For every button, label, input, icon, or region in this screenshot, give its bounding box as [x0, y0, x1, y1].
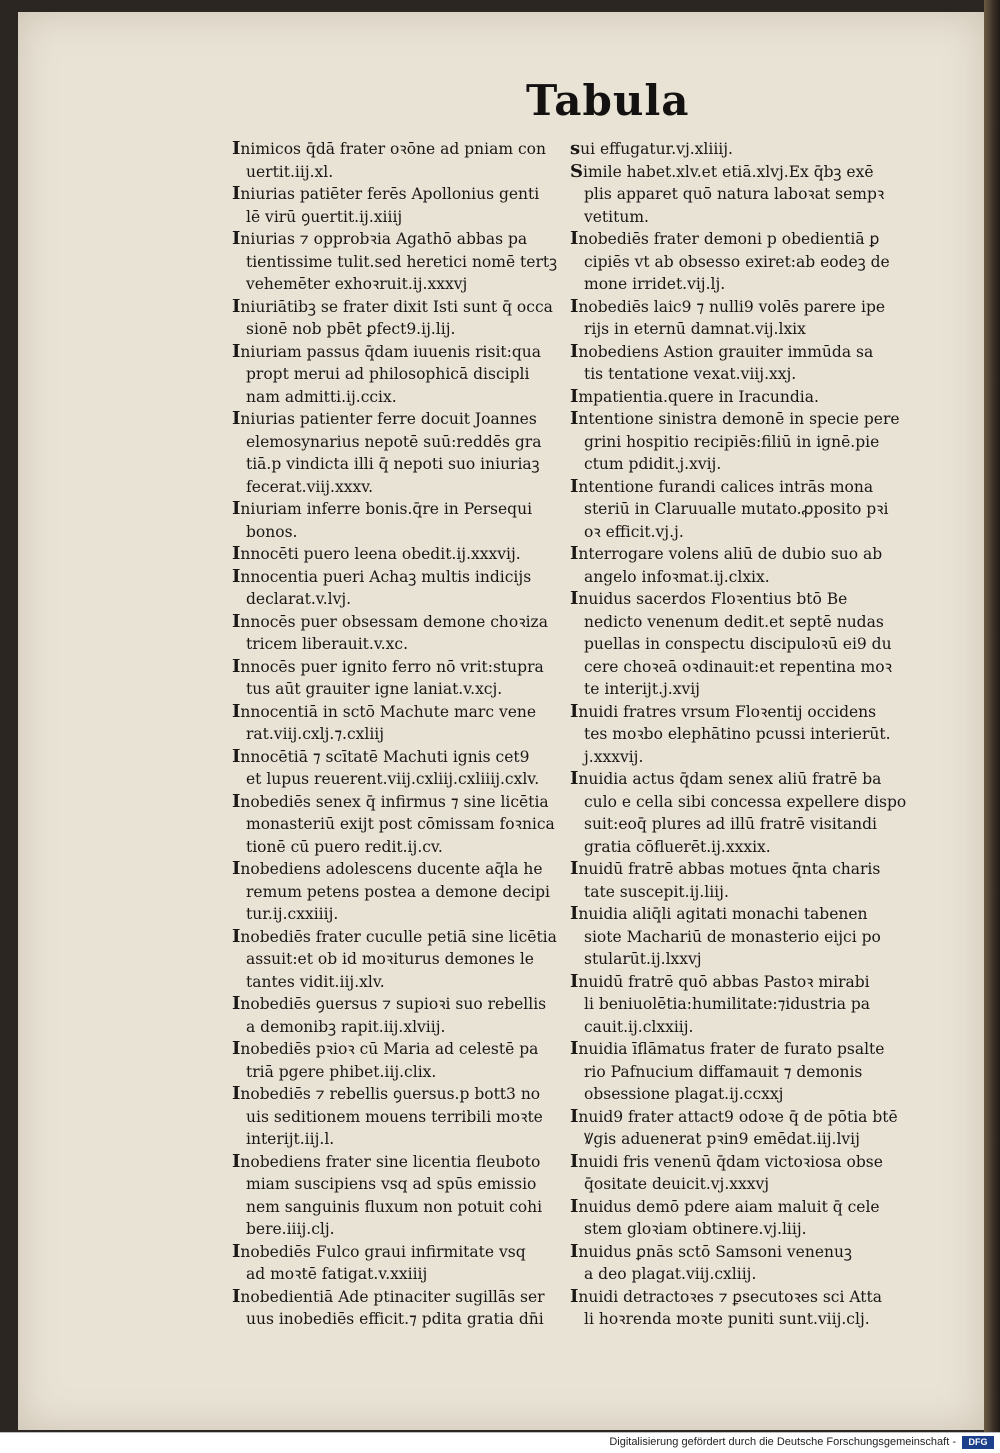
entry-continuation-line: bonos.	[246, 522, 298, 541]
index-entry	[570, 408, 900, 476]
entry-continuation-line: sionē nob pbēt ꝑfect9.ij.lij.	[246, 320, 456, 338]
entry-continuation-line: nam admitti.ij.ccix.	[246, 387, 397, 406]
entry-heading-line: Inobediēs ⁊ rebellis ꝯuersus.p bott3 no	[232, 1083, 541, 1104]
entry-continuation-line: tiā.p vindicta illi q̄ nepoti suo iniuriaꝫ	[246, 455, 540, 473]
index-entry	[570, 588, 900, 701]
entry-heading-line: Inobediēs Fulco graui infirmitate vsq	[232, 1240, 526, 1262]
entry-continuation-line: angelo infoꝛmat.ij.clxix.	[584, 567, 770, 586]
index-entry	[232, 746, 562, 791]
entry-heading-line: Inobediens Astion grauiter immūda sa	[570, 340, 874, 362]
index-entry	[570, 1196, 900, 1241]
index-entry	[232, 183, 562, 228]
entry-heading-line: Inuidi fris venenū q̄dam victoꝛiosa obse	[570, 1150, 883, 1172]
entry-heading-line: Inuid9 frater attact9 odoꝛe q̄ de pōtia btē	[570, 1105, 898, 1127]
index-entry	[232, 656, 562, 701]
index-entry	[232, 543, 562, 566]
entry-continuation-line: nem sanguinis fluxum non potuit cohi	[246, 1197, 543, 1216]
entry-heading-line: sui effugatur.vj.xliiij.	[570, 138, 733, 159]
entry-continuation-line: tientissime tulit.sed heretici nomē tertꝫ	[246, 252, 558, 271]
entry-continuation-line: mone irridet.vij.lj.	[584, 275, 726, 293]
entry-continuation-line: oꝛ efficit.vj.j.	[584, 522, 684, 541]
entry-continuation-line: Ꝟgis aduenerat pꝛin9 emēdat.iij.lvij	[584, 1130, 860, 1148]
index-entry	[232, 791, 562, 859]
entry-heading-line: Inuidi detractoꝛes ⁊ ꝑsecutoꝛes sci Atta	[570, 1285, 882, 1307]
entry-heading-line: Iniurias patienter ferre docuit Joannes	[232, 408, 537, 429]
entry-heading-line: Innocēs puer obsessam demone choꝛiza	[232, 610, 548, 632]
index-entry	[232, 926, 562, 994]
index-entry	[232, 138, 562, 183]
entry-heading-line: Inuidia aliq̄li agitati monachi tabenen	[570, 903, 868, 924]
index-entry	[570, 138, 900, 161]
funding-credit: Digitalisierung gefördert durch die Deutsche Forschungsgemeinschaft -	[609, 1436, 956, 1448]
entry-continuation-line: cauit.ij.clxxiij.	[584, 1017, 694, 1036]
entry-continuation-line: tate suscepit.ij.liij.	[584, 882, 729, 901]
entry-heading-line: Simile habet.xlv.et etiā.xlvj.Ex q̄bꝫ exē	[570, 160, 874, 182]
index-entry	[232, 1286, 562, 1331]
entry-continuation-line: tricem liberauit.v.xc.	[246, 635, 409, 653]
entry-heading-line: Inuidia actus q̄dam senex aliū fratrē ba	[570, 768, 882, 789]
entry-continuation-line: tis tentatione vexat.viij.xxj.	[584, 365, 797, 383]
index-entry	[570, 296, 900, 341]
index-column-left	[232, 138, 562, 1331]
index-entry	[232, 1038, 562, 1083]
entry-heading-line: Iniurias patiēter ferēs Apollonius genti	[232, 183, 540, 204]
entry-continuation-line: et lupus reuerent.viij.cxliij.cxliiij.cxlv.	[246, 770, 540, 788]
entry-heading-line: Inobediens frater sine licentia fleuboto	[232, 1150, 541, 1172]
entry-heading-line: Innocētiā ⁊ scītatē Machuti ignis cet9	[232, 745, 530, 767]
index-entry	[570, 1106, 900, 1151]
entry-continuation-line: interijt.iij.l.	[246, 1130, 335, 1148]
entry-continuation-line: q̄ositate deuicit.vj.xxxvj	[584, 1175, 770, 1193]
index-entry	[232, 408, 562, 498]
entry-continuation-line: siote Machariū de monasterio eijci po	[584, 927, 881, 946]
index-entry	[570, 476, 900, 544]
entry-continuation-line: bere.iiij.clj.	[246, 1220, 335, 1238]
entry-heading-line: Inuidū fratrē quō abbas Pastoꝛ mirabi	[570, 970, 870, 992]
index-entry	[232, 611, 562, 656]
entry-continuation-line: puellas in conspectu discipuloꝛū ei9 du	[584, 635, 892, 653]
entry-continuation-line: a deo plagat.viij.cxliij.	[584, 1265, 757, 1283]
entry-continuation-line: vetitum.	[584, 207, 649, 226]
index-entry	[570, 228, 900, 296]
entry-heading-line: Inobediēs pꝛioꝛ cū Maria ad celestē pa	[232, 1038, 539, 1059]
index-entry	[570, 161, 900, 229]
index-entry	[570, 543, 900, 588]
entry-continuation-line: tionē cū puero redit.ij.cv.	[246, 837, 443, 856]
entry-continuation-line: rijs in eternū damnat.vij.lxix	[584, 320, 806, 338]
entry-heading-line: Inimicos q̄dā frater oꝛōne ad pniam con	[232, 138, 546, 159]
entry-continuation-line: culo e cella sibi concessa expellere dispo	[584, 792, 907, 811]
entry-continuation-line: li hoꝛrenda moꝛte puniti sunt.viij.clj.	[584, 1310, 870, 1328]
entry-heading-line: Iniuriam passus q̄dam iuuenis risit:qua	[232, 340, 542, 362]
entry-heading-line: Inuidus sacerdos Floꝛentius btō Be	[570, 588, 848, 609]
entry-heading-line: Intentione furandi calices intrās mona	[570, 475, 874, 497]
entry-continuation-line: monasteriū exijt post cōmissam foꝛnica	[246, 815, 555, 833]
entry-continuation-line: ctum pdidit.j.xvij.	[584, 455, 722, 473]
index-entry	[570, 341, 900, 386]
entry-continuation-line: elemosynarius nepotē suū:reddēs gra	[246, 432, 542, 451]
entry-heading-line: Inuidus ꝑnās sctō Samsoni venenuꝫ	[570, 1240, 852, 1262]
entry-continuation-line: cipiēs vt ab obsesso exiret:ab eodeꝫ de	[584, 252, 890, 271]
index-entry	[232, 228, 562, 296]
entry-continuation-line: uertit.iij.xl.	[246, 162, 334, 181]
entry-heading-line: Impatientia.quere in Iracundia.	[570, 385, 819, 407]
entry-continuation-line: te interijt.j.xvij	[584, 680, 700, 698]
entry-heading-line: Innocentia pueri Achaꝫ multis indicijs	[232, 565, 532, 587]
entry-continuation-line: tus aūt grauiter igne laniat.v.xcj.	[246, 680, 503, 698]
entry-continuation-line: steriū in Claruualle mutato.ꝓposito pꝛi	[584, 500, 889, 518]
entry-heading-line: Inuidia īflāmatus frater de furato psalte	[570, 1038, 885, 1059]
entry-continuation-line: declarat.v.lvj.	[246, 590, 352, 608]
entry-continuation-line: ad moꝛtē fatigat.v.xxiiij	[246, 1265, 428, 1283]
index-entry	[570, 903, 900, 971]
entry-continuation-line: uis seditionem mouens terribili moꝛte	[246, 1107, 543, 1126]
entry-heading-line: Inobediēs ꝯuersus ⁊ supioꝛi suo rebellis	[232, 993, 547, 1014]
entry-continuation-line: miam suscipiens vsq ad spūs emissio	[246, 1175, 537, 1193]
entry-heading-line: Iniurias ⁊ opprobꝛia Agathō abbas pa	[232, 228, 528, 249]
entry-heading-line: Iniuriātibꝫ se frater dixit Isti sunt q̄ occa	[232, 295, 553, 317]
index-entry	[232, 1151, 562, 1241]
entry-continuation-line: lē virū ꝯuertit.ij.xiiij	[246, 207, 403, 226]
entry-continuation-line: plis apparet quō natura laboꝛat sempꝛ	[584, 185, 885, 203]
book-spine	[984, 0, 1000, 1432]
index-entry	[232, 566, 562, 611]
index-entry	[232, 1083, 562, 1151]
index-entry	[232, 993, 562, 1038]
index-entry	[570, 386, 900, 409]
entry-continuation-line: stularūt.ij.lxxvj	[584, 950, 702, 968]
entry-heading-line: Intentione sinistra demonē in specie pere	[570, 408, 900, 429]
entry-heading-line: Inobediēs frater cuculle petiā sine licētia	[232, 925, 557, 947]
index-entry	[570, 858, 900, 903]
entry-continuation-line: tes moꝛbo elephātino pcussi interierūt.	[584, 725, 891, 743]
entry-continuation-line: tur.ij.cxxiiij.	[246, 905, 339, 923]
entry-heading-line: Inobediēs laic9 ⁊ nulli9 volēs parere ipe	[570, 295, 886, 317]
entry-continuation-line: triā pgere phibet.iij.clix.	[246, 1062, 437, 1081]
entry-heading-line: Iniuriam inferre bonis.q̄re in Persequi	[232, 498, 533, 519]
entry-continuation-line: suit:eoq̄ plures ad illū fratrē visitandi	[584, 815, 877, 833]
entry-continuation-line: stem gloꝛiam obtinere.vj.liij.	[584, 1220, 807, 1238]
index-entry	[232, 858, 562, 926]
entry-heading-line: Inobediens adolescens ducente aq̄la he	[232, 858, 543, 879]
entry-continuation-line: li beniuolētia:humilitate:⁊idustria pa	[584, 995, 871, 1013]
entry-heading-line: Inobediēs senex q̄ infirmus ⁊ sine licētia	[232, 790, 549, 812]
entry-continuation-line: tantes vidit.iij.xlv.	[246, 972, 385, 991]
entry-heading-line: Inuidi fratres vrsum Floꝛentij occidens	[570, 700, 877, 722]
index-column-right	[570, 138, 907, 1331]
index-entry	[570, 701, 900, 769]
entry-continuation-line: j.xxxvij.	[584, 747, 644, 766]
entry-continuation-line: vehemēter exhoꝛruit.ij.xxxvj	[246, 275, 468, 293]
index-entry	[232, 498, 562, 543]
index-entry	[570, 1151, 900, 1196]
index-entry	[232, 701, 562, 746]
entry-heading-line: Inobedientiā Ade ptinaciter sugillās ser	[232, 1285, 545, 1307]
index-entry	[570, 1038, 900, 1106]
index-entry	[232, 341, 562, 409]
index-entry	[570, 971, 900, 1039]
index-entry	[232, 1241, 562, 1286]
entry-heading-line: Innocēs puer ignito ferro nō vrit:stupra	[232, 655, 544, 677]
footer-bar	[0, 1432, 1000, 1453]
page-title: Tabula	[526, 76, 690, 125]
index-entry	[570, 1241, 900, 1286]
entry-continuation-line: gratia cōfluerēt.ij.xxxix.	[584, 837, 771, 856]
entry-heading-line: Innocentiā in sctō Machute marc vene	[232, 700, 537, 722]
entry-heading-line: Inobediēs frater demoni p obedientiā ꝑ	[570, 228, 880, 249]
index-entry	[570, 768, 907, 858]
entry-continuation-line: a demonibꝫ rapit.iij.xlviij.	[246, 1017, 446, 1036]
entry-heading-line: Innocēti puero leena obedit.ij.xxxvij.	[232, 543, 521, 564]
index-entry	[232, 296, 562, 341]
index-entry	[570, 1286, 900, 1331]
entry-heading-line: Inuidū fratrē abbas motues q̄nta charis	[570, 858, 881, 879]
dfg-logo: DFG	[962, 1436, 994, 1449]
entry-continuation-line: obsessione plagat.ij.ccxxj	[584, 1085, 784, 1103]
entry-continuation-line: cere choꝛeā oꝛdinauit:et repentina moꝛ	[584, 657, 892, 676]
entry-continuation-line: remum petens postea a demone decipi	[246, 882, 551, 901]
entry-continuation-line: grini hospitio recipiēs:filiū in ignē.pie	[584, 432, 880, 451]
entry-continuation-line: fecerat.viij.xxxv.	[246, 477, 374, 496]
entry-continuation-line: propt merui ad philosophicā discipli	[246, 365, 530, 383]
entry-continuation-line: rio Pafnucium diffamauit ⁊ demonis	[584, 1062, 863, 1081]
entry-continuation-line: uus inobediēs efficit.⁊ pdita gratia dn̄i	[246, 1310, 544, 1328]
entry-continuation-line: assuit:et ob id moꝛiturus demones le	[246, 950, 534, 968]
entry-heading-line: Interrogare volens aliū de dubio suo ab	[570, 543, 883, 564]
entry-continuation-line: nedicto venenum dedit.et septē nudas	[584, 612, 884, 631]
entry-continuation-line: rat.viij.cxlj.⁊.cxliij	[246, 725, 385, 743]
entry-heading-line: Inuidus demō pdere aiam maluit q̄ cele	[570, 1195, 880, 1217]
